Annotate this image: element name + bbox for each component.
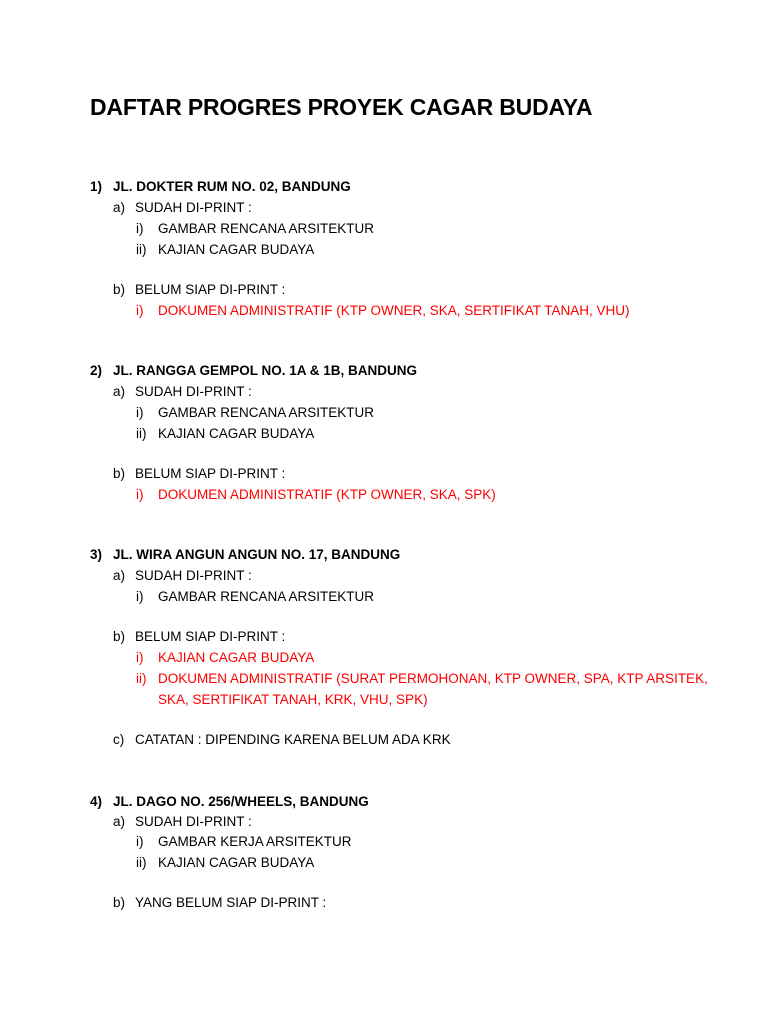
item-text: DOKUMEN ADMINISTRATIF (SURAT PERMOHONAN, KTP OWNER, SPA, KTP ARSITEK,: [158, 671, 708, 686]
item-numeral: i): [136, 405, 144, 420]
item-text: GAMBAR KERJA ARSITEKTUR: [158, 834, 352, 849]
project-address: JL. WIRA ANGUN ANGUN NO. 17, BANDUNG: [113, 547, 401, 562]
item-numeral: i): [136, 303, 144, 318]
section-label: BELUM SIAP DI-PRINT :: [135, 629, 286, 644]
document-title: DAFTAR PROGRES PROYEK CAGAR BUDAYA: [90, 94, 593, 120]
item-numeral: i): [136, 834, 144, 849]
project-address: JL. DAGO NO. 256/WHEELS, BANDUNG: [113, 794, 369, 809]
item-numeral: ii): [136, 671, 147, 686]
item-numeral: ii): [136, 426, 147, 441]
section-label: SUDAH DI-PRINT :: [135, 568, 252, 583]
section-label: SUDAH DI-PRINT :: [135, 814, 252, 829]
project-number: 4): [90, 794, 103, 809]
section-letter: b): [113, 895, 126, 910]
section-letter: a): [113, 814, 126, 829]
section-letter: c): [113, 732, 125, 747]
item-numeral: i): [136, 487, 144, 502]
item-text: KAJIAN CAGAR BUDAYA: [158, 242, 315, 257]
item-numeral: i): [136, 650, 144, 665]
item-text: GAMBAR RENCANA ARSITEKTUR: [158, 405, 375, 420]
item-text: DOKUMEN ADMINISTRATIF (KTP OWNER, SKA, SERTIFIKAT TANAH, VHU): [158, 303, 630, 318]
project-number: 2): [90, 363, 103, 378]
note-label: CATATAN : DIPENDING KARENA BELUM ADA KRK: [135, 732, 451, 747]
item-text: KAJIAN CAGAR BUDAYA: [158, 650, 315, 665]
section-label: YANG BELUM SIAP DI-PRINT :: [135, 895, 327, 910]
section-letter: b): [113, 466, 126, 481]
item-numeral: i): [136, 589, 144, 604]
item-numeral: ii): [136, 855, 147, 870]
section-letter: b): [113, 629, 126, 644]
project-number: 1): [90, 179, 103, 194]
item-numeral: i): [136, 221, 144, 236]
item-text: KAJIAN CAGAR BUDAYA: [158, 426, 315, 441]
project-address: JL. DOKTER RUM NO. 02, BANDUNG: [113, 179, 351, 194]
item-text: DOKUMEN ADMINISTRATIF (KTP OWNER, SKA, SPK): [158, 487, 496, 502]
section-label: SUDAH DI-PRINT :: [135, 200, 252, 215]
section-letter: a): [113, 200, 126, 215]
section-label: BELUM SIAP DI-PRINT :: [135, 466, 286, 481]
project-number: 3): [90, 547, 103, 562]
item-text-continuation: SKA, SERTIFIKAT TANAH, KRK, VHU, SPK): [158, 692, 428, 707]
section-letter: a): [113, 568, 126, 583]
section-label: SUDAH DI-PRINT :: [135, 384, 252, 399]
item-text: GAMBAR RENCANA ARSITEKTUR: [158, 589, 375, 604]
section-label: BELUM SIAP DI-PRINT :: [135, 282, 286, 297]
item-text: KAJIAN CAGAR BUDAYA: [158, 855, 315, 870]
section-letter: b): [113, 282, 126, 297]
item-text: GAMBAR RENCANA ARSITEKTUR: [158, 221, 375, 236]
section-letter: a): [113, 384, 126, 399]
item-numeral: ii): [136, 242, 147, 257]
project-address: JL. RANGGA GEMPOL NO. 1A & 1B, BANDUNG: [113, 363, 418, 378]
